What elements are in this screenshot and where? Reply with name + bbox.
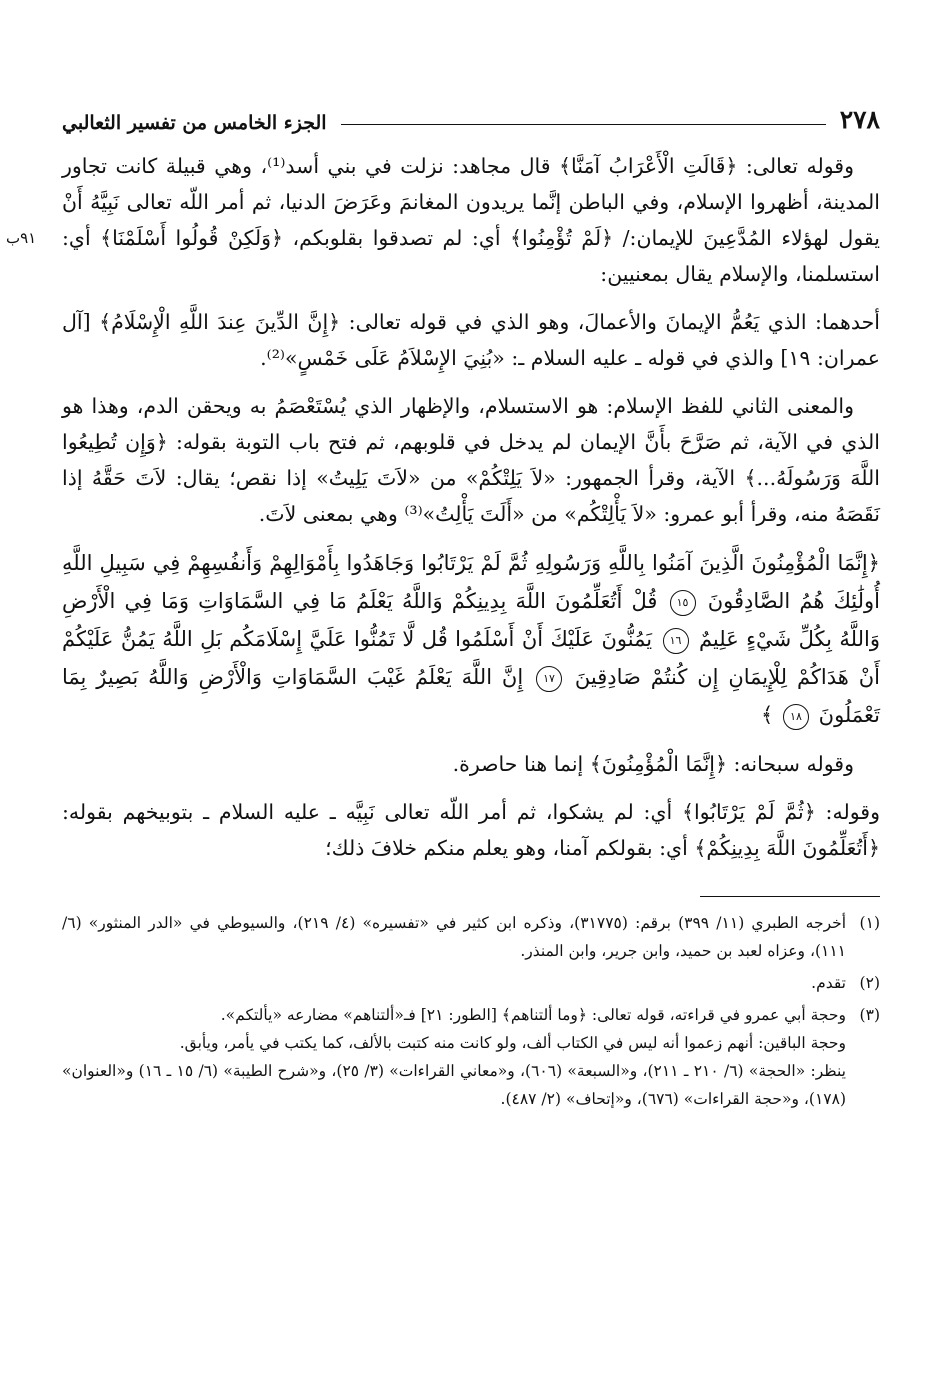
paragraph: أحدهما: الذي يَعُمُّ الإيمانَ والأعمالَ، وهو الذي في قوله تعالى: ﴿إِنَّ الدِّينَ عِندَ اللَّهِ الْإِسْلَامُ﴾ [آل عمران: ١٩] والذي في قوله ـ عليه السلام ـ: «بُنِيَ الإِسْلاَمُ عَلَى خَمْسٍ»⁽²⁾. xyxy=(62,310,880,370)
verse-closing-bracket: ﴾ xyxy=(760,703,774,727)
verse-text: ﴿إِنَّمَا الْمُؤْمِنُونَ الَّذِينَ آمَنُوا بِاللَّهِ وَرَسُولِهِ ثُمَّ لَمْ يَرْتَابُوا وَجَاهَدُوا بِأَمْوَالِهِمْ وَأَنفُسِهِمْ فِي سَبِيلِ اللَّهِ أُولَٰئِكَ هُمُ الصَّادِقُونَ xyxy=(62,551,880,613)
quran-verses-block xyxy=(62,544,880,734)
footnote-body xyxy=(62,909,846,965)
verse-text: يَمُنُّونَ عَلَيْكَ أَنْ أَسْلَمُوا قُل لَّا تَمُنُّوا عَلَيَّ إِسْلَامَكُم بَلِ اللَّهُ يَمُنُّ عَلَيْكُمْ أَنْ هَدَاكُمْ لِلْإِيمَانِ إِن كُنتُمْ صَادِقِينَ xyxy=(62,627,880,689)
paragraph-text: وقوله تعالى: ﴿قَالَتِ الْأَعْرَابُ آمَنَّا﴾ قال مجاهد: نزلت في بني أسد⁽¹⁾، وهي قبيلة كانت تجاور المدينة، أظهروا الإسلام، وفي الباطن إنَّما يريدون المغانمَ وعَرَضَ الدنيا، ثم أمر اللّه تعالى نَبِيَّهُ أَنْ يقول لهؤلاء المُدَّعِينَ للإيمان:/ ﴿لَمْ تُؤْمِنُوا﴾ أي: لم تصدقوا بقلوبكم، ﴿وَلَكِنْ قُولُوا أَسْلَمْنَا﴾ أي: استسلمنا، والإسلام يقال بمعنيين: xyxy=(62,154,880,286)
footnote-number: (٢) xyxy=(859,974,880,992)
footnote-body xyxy=(62,969,846,997)
footnote xyxy=(62,1001,880,1113)
paragraph: وقوله سبحانه: ﴿إِنَّمَا الْمُؤْمِنُونَ﴾ إنما هنا حاصرة. xyxy=(452,752,854,776)
manuscript-margin-note: ٩١ب xyxy=(6,229,37,247)
footnote-text: وحجة أبي عمرو في قراءته، قوله تعالى: ﴿وما ألتناهم﴾ [الطور: ٢١] فـ«ألتناهم» مضارعه «يألتكم». xyxy=(220,1006,846,1024)
footnote-number: (٣) xyxy=(859,1006,880,1024)
main-text xyxy=(6,148,880,866)
footnote-body xyxy=(62,1001,846,1113)
footnote-text: تقدم. xyxy=(811,974,846,992)
verse-number-marker: ١٦ xyxy=(663,628,689,654)
paragraph: والمعنى الثاني للفظ الإسلام: هو الاستسلام، والإظهار الذي يُسْتَعْصَمُ به ويحقن الدم، وهذا هو الذي في الآية، ثم صَرَّحَ بأَنَّ الإيمان لم يدخل في قلوبهم، ثم فتح باب التوبة بقوله: ﴿وَإِن تُطِيعُوا اللَّهَ وَرَسُولَهُ...﴾ الآية، وقرأ الجمهور: «لاَ يَلِتْكُمْ» من «لاَتَ يَلِيتُ» إذا نقص؛ يقال: لاَتَ حَقَّهُ إذا نَقَصَهُ منه، وقرأ أبو عمرو: «لاَ يَأْلِتْكُم» من «أَلَتَ يَأْلِتُ»⁽³⁾ وهي بمعنى لاَتَ. xyxy=(62,394,880,526)
footnote xyxy=(62,909,880,965)
page-header xyxy=(62,88,880,134)
page-number: ٢٧٨ xyxy=(839,105,880,134)
footnote-text: وحجة الباقين: أنهم زعموا أنه ليس في الكتاب ألف، ولو كانت منه كتبت بالألف، كما يكتب في يأمر، ويأبق. xyxy=(179,1034,846,1052)
footnotes xyxy=(62,909,880,1113)
book-page xyxy=(6,88,880,1117)
header-rule xyxy=(341,124,826,125)
paragraph: وقوله: ﴿ثُمَّ لَمْ يَرْتَابُوا﴾ أي: لم يشكوا، ثم أمر اللّه تعالى نَبِيَّه ـ عليه السلام ـ بتوبيخهم بقوله: ﴿أَتُعَلِّمُونَ اللَّهَ بِدِينِكُمْ﴾ أي: بقولكم آمنا، وهو يعلم منكم خلافَ ذلك؛ xyxy=(62,800,880,860)
verse-text: قُلْ أَتُعَلِّمُونَ اللَّهَ بِدِينِكُمْ وَاللَّهُ يَعْلَمُ مَا فِي السَّمَاوَاتِ وَمَا فِي الْأَرْضِ وَاللَّهُ بِكُلِّ شَيْءٍ عَلِيمٌ xyxy=(62,589,880,651)
verse-number-marker: ١٧ xyxy=(536,666,562,692)
footnote-number: (١) xyxy=(859,914,880,932)
verse-text: إِنَّ اللَّهَ يَعْلَمُ غَيْبَ السَّمَاوَاتِ وَالْأَرْضِ وَاللَّهُ بَصِيرٌ بِمَا تَعْمَلُونَ xyxy=(62,665,880,727)
footnote-separator xyxy=(700,896,880,897)
verse-number-marker: ١٨ xyxy=(783,704,809,730)
footnote-text: أخرجه الطبري (١١/ ٣٩٩) برقم: (٣١٧٧٥)، وذكره ابن كثير في «تفسيره» (٤/ ٢١٩)، والسيوطي في «الدر المنثور» (٦/ ١١١)، وعزاه لعبد بن حميد، وابن جرير، وابن المنذر. xyxy=(62,914,847,960)
running-title: الجزء الخامس من تفسير الثعالبي xyxy=(62,112,327,134)
verse-number-marker: ١٥ xyxy=(670,590,696,616)
footnote-text: ينظر: «الحجة» (٦/ ٢١٠ ـ ٢١١)، و«السبعة» (٦٠٦)، و«معاني القراءات» (٣/ ٢٥)، و«شرح الطيبة» (٦/ ١٥ ـ ١٦) و«العنوان» (١٧٨)، و«حجة القراءات» (٦٧٦)، و«إتحاف» (٢/ ٤٨٧). xyxy=(62,1062,846,1108)
paragraph xyxy=(6,148,880,292)
footnote xyxy=(62,969,880,997)
